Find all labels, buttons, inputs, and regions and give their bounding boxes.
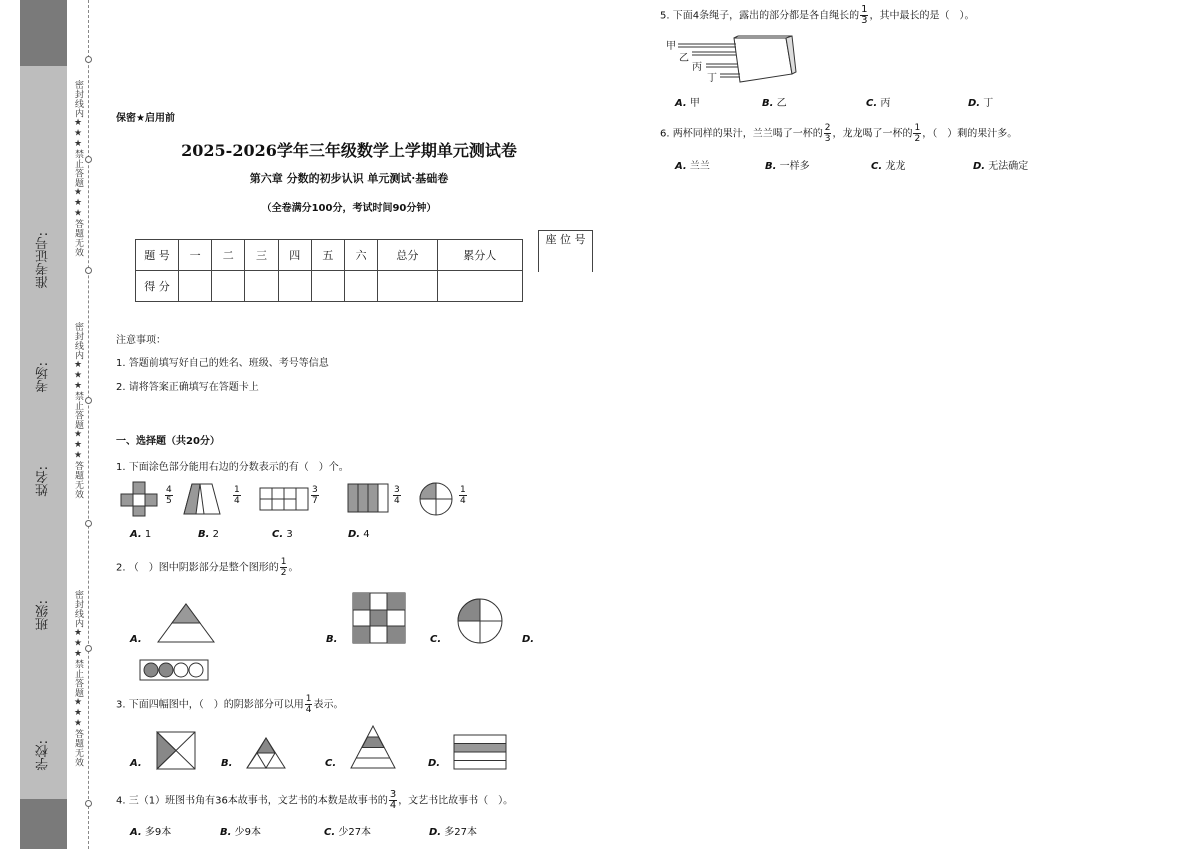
score-header-cell: 题 号 [136,240,179,271]
score-row [136,271,523,302]
score-cell[interactable] [378,271,437,302]
q2-triangle-figure [156,600,216,646]
q3-bars-figure [453,734,507,770]
score-header-row [136,240,523,271]
rope-label-ding: 丁 [707,73,717,84]
score-header-cell: 二 [212,240,245,271]
score-cell[interactable] [437,271,522,302]
binding-notice: 密封线内★★★禁止答题★★★答题无效 [73,80,83,257]
q1-frac: $\frac{3}{4}$ [394,485,400,506]
question-6-stem: 6. 两杯同样的果汁，兰兰喝了一杯的 $\frac{2}{3}$ ，龙龙喝了一杯的 $\frac{1}{2}$ ，（ ）剩的果汁多。 [660,123,1018,144]
q6-option-d[interactable]: D. 无法确定 [973,161,1029,172]
score-row-label: 得 分 [136,271,179,302]
name-label: 姓名: [36,466,51,497]
q1-frac: $\frac{3}{7}$ [312,485,318,506]
score-cell[interactable] [212,271,245,302]
q6-option-c[interactable]: C. 龙龙 [871,161,906,172]
q1-option-a[interactable]: A. 1 [130,529,152,540]
q3-option-c[interactable]: C. [325,758,337,769]
seal-circle [85,645,92,652]
section-heading: 一、选择题（共20分） [116,436,220,447]
question-4-stem: 4. 三（1）班图书角有36本故事书，文艺书的本数是故事书的 $\frac{3}{4}$ ，文艺书比故事书（ ）。 [116,789,514,811]
q5-option-d[interactable]: D. 丁 [968,98,994,109]
question-5-stem: 5. 下面4条绳子，露出的部分都是各自绳长的 $\frac{1}{3}$ ，其中最长的是（ ）。 [660,4,975,26]
exam-room-label: 考场: [36,362,51,393]
q4-option-d[interactable]: D. 多27本 [429,827,478,838]
q3-triangle-figure [245,736,287,770]
q1-circle-figure [420,483,452,515]
score-header-cell: 累分人 [437,240,522,271]
q1-strips-figure [348,484,388,512]
score-cell[interactable] [179,271,212,302]
q3-option-b[interactable]: B. [221,758,233,769]
notice-item: 1. 答题前填写好自己的姓名、班级、考号等信息 [116,358,329,369]
exam-id-label: 准考证号: [36,232,51,289]
score-cell[interactable] [345,271,378,302]
q5-option-a[interactable]: A. 甲 [675,98,700,109]
score-header-cell: 五 [311,240,344,271]
secret-label: 保密★启用前 [116,113,175,124]
class-label: 班级: [36,600,51,631]
q4-option-c[interactable]: C. 少27本 [324,827,372,838]
q5-option-b[interactable]: B. 乙 [762,98,787,109]
question-3-stem: 3. 下面四幅图中，（ ）的阴影部分可以用 $\frac{1}{4}$ 表示。 [116,694,344,715]
q1-figures [120,480,480,518]
seat-number-label: 座 位 号 [545,233,586,246]
q1-frac: $\frac{4}{5}$ [166,485,172,506]
q2-option-a[interactable]: A. [130,634,142,645]
q1-trapezoid-figure [184,484,220,514]
q3-option-d[interactable]: D. [428,758,441,769]
score-table [135,239,523,302]
q1-rect-grid-figure [260,488,308,510]
seal-circle [85,156,92,163]
score-header-cell: 四 [278,240,311,271]
exam-subtitle: 第六章 分数的初步认识 单元测试·基础卷 [249,172,449,185]
sidebar-dark-bottom [20,799,67,849]
q4-option-b[interactable]: B. 少9本 [220,827,261,838]
q1-option-c[interactable]: C. 3 [272,529,293,540]
rope-label-yi: 乙 [679,53,689,64]
score-cell[interactable] [245,271,278,302]
q2-option-c[interactable]: C. [430,634,442,645]
exam-title: 2025-2026学年三年级数学上学期单元测试卷 [181,141,517,160]
score-header-cell: 总分 [378,240,437,271]
q1-frac: $\frac{1}{4}$ [234,485,240,506]
school-label: 学校: [36,740,51,771]
seal-line [88,0,89,849]
binding-notice: 密封线内★★★禁止答题★★★答题无效 [73,322,83,499]
score-header-cell: 一 [179,240,212,271]
q4-option-a[interactable]: A. 多9本 [130,827,172,838]
question-1-stem: 1. 下面涂色部分能用右边的分数表示的有（ ）个。 [116,462,349,473]
q2-grid-figure [352,592,406,644]
seat-number-box[interactable] [538,230,593,272]
seal-circle [85,397,92,404]
exam-note: （全卷满分100分，考试时间90分钟） [261,203,437,214]
q1-cross-figure [121,482,157,516]
binding-notice: 密封线内★★★禁止答题★★★答题无效 [73,590,83,767]
score-cell[interactable] [278,271,311,302]
seal-circle [85,267,92,274]
q2-circle-figure [456,598,506,646]
rope-label-jia: 甲 [666,41,676,52]
q2-option-b[interactable]: B. [326,634,338,645]
q1-option-d[interactable]: D. 4 [348,529,370,540]
seal-circle [85,800,92,807]
q2-option-d[interactable]: D. [522,634,535,645]
binding-sidebar [20,0,67,849]
q3-layered-triangle-figure [349,724,397,770]
score-cell[interactable] [311,271,344,302]
q6-option-a[interactable]: A. 兰兰 [675,161,710,172]
q3-square-figure [156,731,198,771]
q3-option-a[interactable]: A. [130,758,142,769]
notice-item: 2. 请将答案正确填写在答题卡上 [116,382,259,393]
seal-circle [85,520,92,527]
sidebar-dark-top [20,0,67,66]
q6-option-b[interactable]: B. 一样多 [765,161,810,172]
score-header-cell: 六 [345,240,378,271]
rope-label-bing: 丙 [692,62,702,73]
q5-option-c[interactable]: C. 丙 [866,98,891,109]
notice-heading: 注意事项： [116,335,166,346]
score-header-cell: 三 [245,240,278,271]
question-2-stem: 2. （ ）图中阴影部分是整个图形的 $\frac{1}{2}$ 。 [116,557,299,578]
q1-frac: $\frac{1}{4}$ [460,485,466,506]
q1-option-b[interactable]: B. 2 [198,529,219,540]
q2-dots-figure [139,659,209,681]
seal-circle [85,56,92,63]
